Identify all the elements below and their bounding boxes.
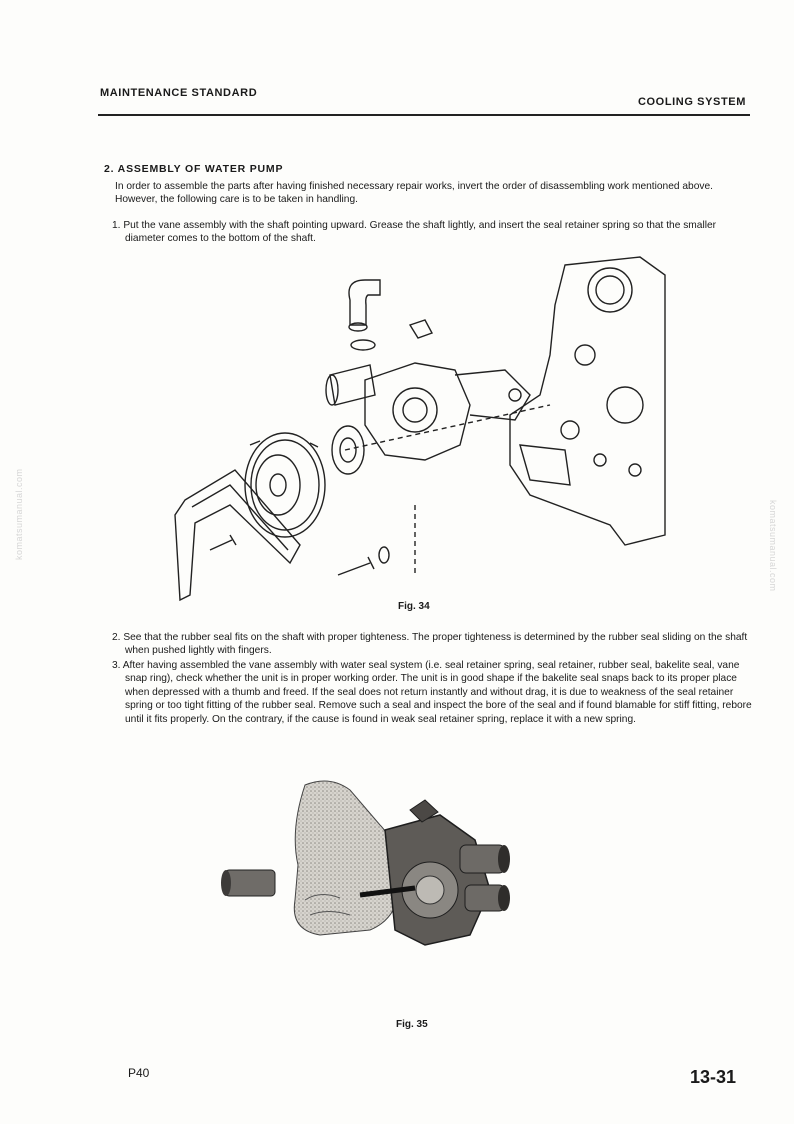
water-pump-seal-check-photo bbox=[210, 770, 530, 950]
section-heading: 2. ASSEMBLY OF WATER PUMP bbox=[104, 163, 284, 175]
header-chapter-title: COOLING SYSTEM bbox=[637, 96, 746, 108]
header-divider bbox=[98, 114, 750, 116]
step-1: 1. Put the vane assembly with the shaft pointing upward. Grease the shaft lightly, and insert the seal retainer spring so that the smaller diameter comes to the bottom of the shaft. bbox=[112, 220, 717, 245]
page-number: 13-31 bbox=[689, 1067, 736, 1087]
header-section-title: MAINTENANCE STANDARD bbox=[100, 87, 258, 99]
figure-35-caption: Fig. 35 bbox=[396, 1019, 428, 1030]
figure-34-caption: Fig. 34 bbox=[398, 601, 430, 612]
water-pump-exploded-diagram bbox=[170, 245, 670, 605]
model-code: P40 bbox=[128, 1066, 150, 1080]
step-3: 3. After having assembled the vane assembly with water seal system (i.e. seal retainer spring, seal retainer, rubber seal, bakelite seal, vane snap ring), check whether the unit is in proper working order. The unit is in good shape if the bakelite seal snaps back to its proper place when depressed with a thumb and freed. If the seal does not return instantly and without drag, it is due to weakness of the seal retainer spring or too tight fitting of the rubber seal. Remove such a seal and inspect the bore of the seal and if found blamable for stiff fitting, rebore until it fits properly. On the contrary, if the cause is found in weak seal retainer spring, replace it with a new spring. bbox=[112, 660, 752, 725]
step-2: 2. See that the rubber seal fits on the shaft with proper tighteness. The proper tighteness is determined by the rubber seal sliding on the shaft when pushed lightly with fingers. bbox=[112, 632, 748, 657]
watermark-left: komatsumanual.com bbox=[14, 468, 24, 560]
watermark-right: komatsumanual.com bbox=[768, 500, 778, 592]
section-intro: In order to assemble the parts after having finished necessary repair works, invert the order of disassembling work mentioned above. However, the following care is to be taken in handling. bbox=[115, 181, 713, 206]
